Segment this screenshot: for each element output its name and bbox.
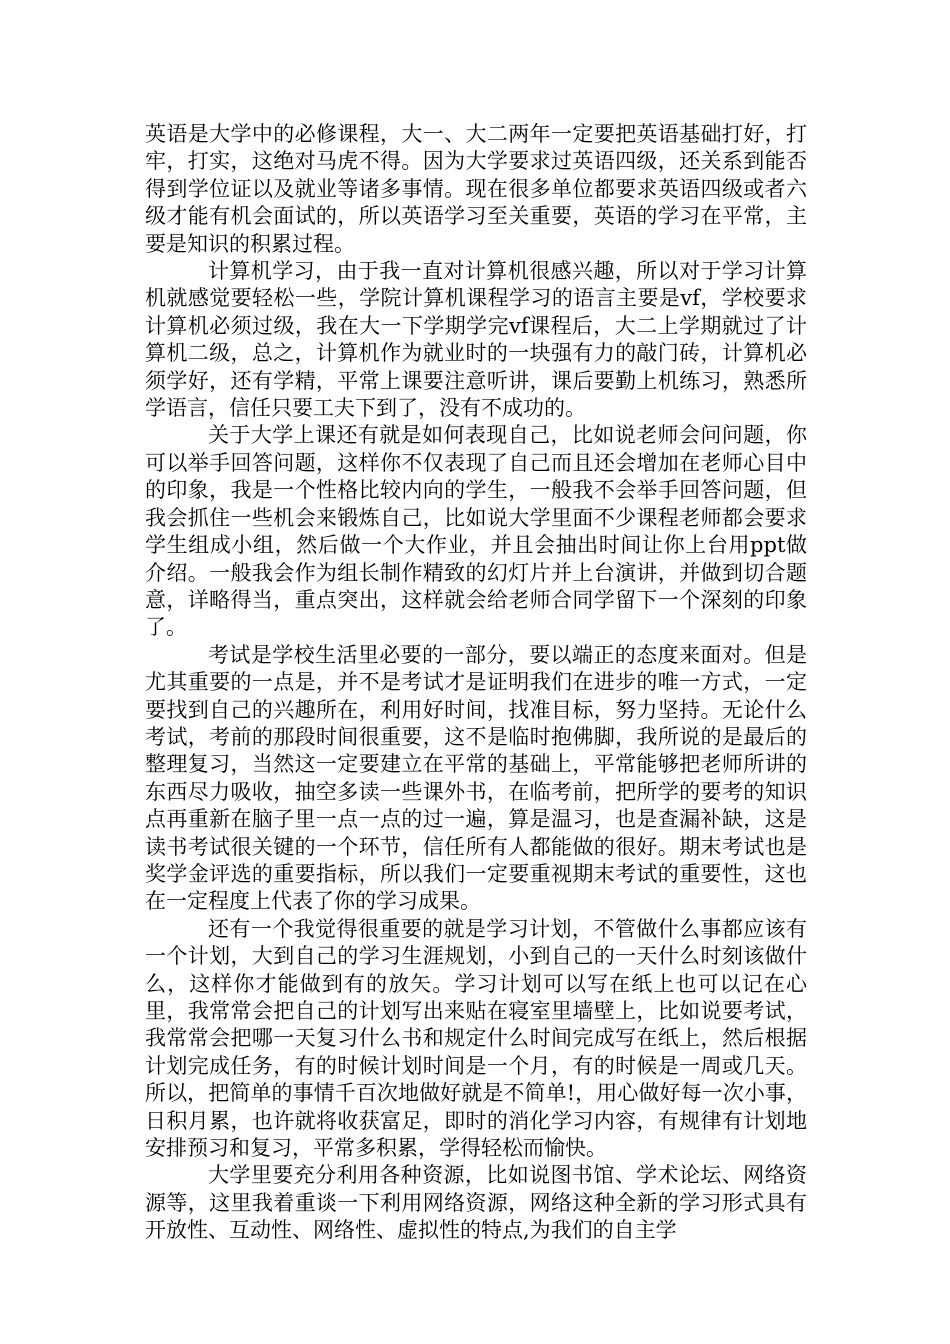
paragraph-english-study: 英语是大学中的必修课程，大一、大二两年一定要把英语基础打好，打牢，打实，这绝对马虎不得。因为大学要求过英语四级，还关系到能否得到学位证以及就业等诸多事情。现在很多单位都要求英语四级或者六级才能有机会面试的，所以英语学习至关重要，英语的学习在平常，主要是知识的积累过程。 [145,122,807,256]
paragraph-study-plan: 还有一个我觉得很重要的就是学习计划，不管做什么事都应该有一个计划，大到自己的学习生涯规划，小到自己的一天什么时刻该做什么，这样你才能做到有的放矢。学习计划可以写在纸上也可以记在心里，我常常会把自己的计划写出来贴在寝室里墙壁上，比如说要考试，我常常会把哪一天复习什么书和规定什么时间完成写在纸上，然后根据计划完成任务，有的时候计划时间是一个月，有的时候是一周或几天。所以，把简单的事情千百次地做好就是不简单!，用心做好每一次小事，日积月累，也许就将收获富足，即时的消化学习内容，有规律有计划地安排预习和复习，平常多积累，学得轻松而愉快。 [145,916,807,1161]
paragraph-resources: 大学里要充分利用各种资源，比如说图书馆、学术论坛、网络资源等，这里我着重谈一下利用网络资源，网络这种全新的学习形式具有开放性、互动性、网络性、虚拟性的特点,为我们的自主学 [145,1163,807,1243]
paragraph-class-performance: 关于大学上课还有就是如何表现自己，比如说老师会问问题，你可以举手回答问题，这样你不仅表现了自己而且还会增加在老师心目中的印象，我是一个性格比较内向的学生，一般我不会举手回答问题，但我会抓住一些机会来锻炼自己，比如说大学里面不少课程老师都会要求学生组成小组，然后做一个大作业，并且会抽出时间让你上台用ppt做介绍。一般我会作为组长制作精致的幻灯片并上台演讲，并做到切合题意，详略得当，重点突出，这样就会给老师合同学留下一个深刻的印象了。 [145,423,807,640]
paragraph-computer-study: 计算机学习，由于我一直对计算机很感兴趣，所以对于学习计算机就感觉要轻松一些，学院计算机课程学习的语言主要是vf，学校要求计算机必须过级，我在大一下学期学完vf课程后，大二上学期就过了计算机二级，总之，计算机作为就业时的一块强有力的敲门砖，计算机必须学好，还有学精，平常上课要注意听讲，课后要勤上机练习，熟悉所学语言，信任只要工夫下到了，没有不成功的。 [145,259,807,421]
document-page [145,121,807,1245]
paragraph-exams: 考试是学校生活里必要的一部分，要以端正的态度来面对。但是尤其重要的一点是，并不是考试才是证明我们在进步的唯一方式，一定要找到自己的兴趣所在，利用好时间，找准目标，努力坚持。无论什么考试，考前的那段时间很重要，这不是临时抱佛脚，我所说的是最后的整理复习，当然这一定要建立在平常的基础上，平常能够把老师所讲的东西尽力吸收，抽空多读一些课外书，在临考前，把所学的要考的知识点再重新在脑子里一点一点的过一遍，算是温习，也是查漏补缺，这是读书考试很关键的一个环节，信任所有人都能做的很好。期末考试也是奖学金评选的重要指标，所以我们一定要重视期末考试的重要性，这也在一定程度上代表了你的学习成果。 [145,642,807,914]
